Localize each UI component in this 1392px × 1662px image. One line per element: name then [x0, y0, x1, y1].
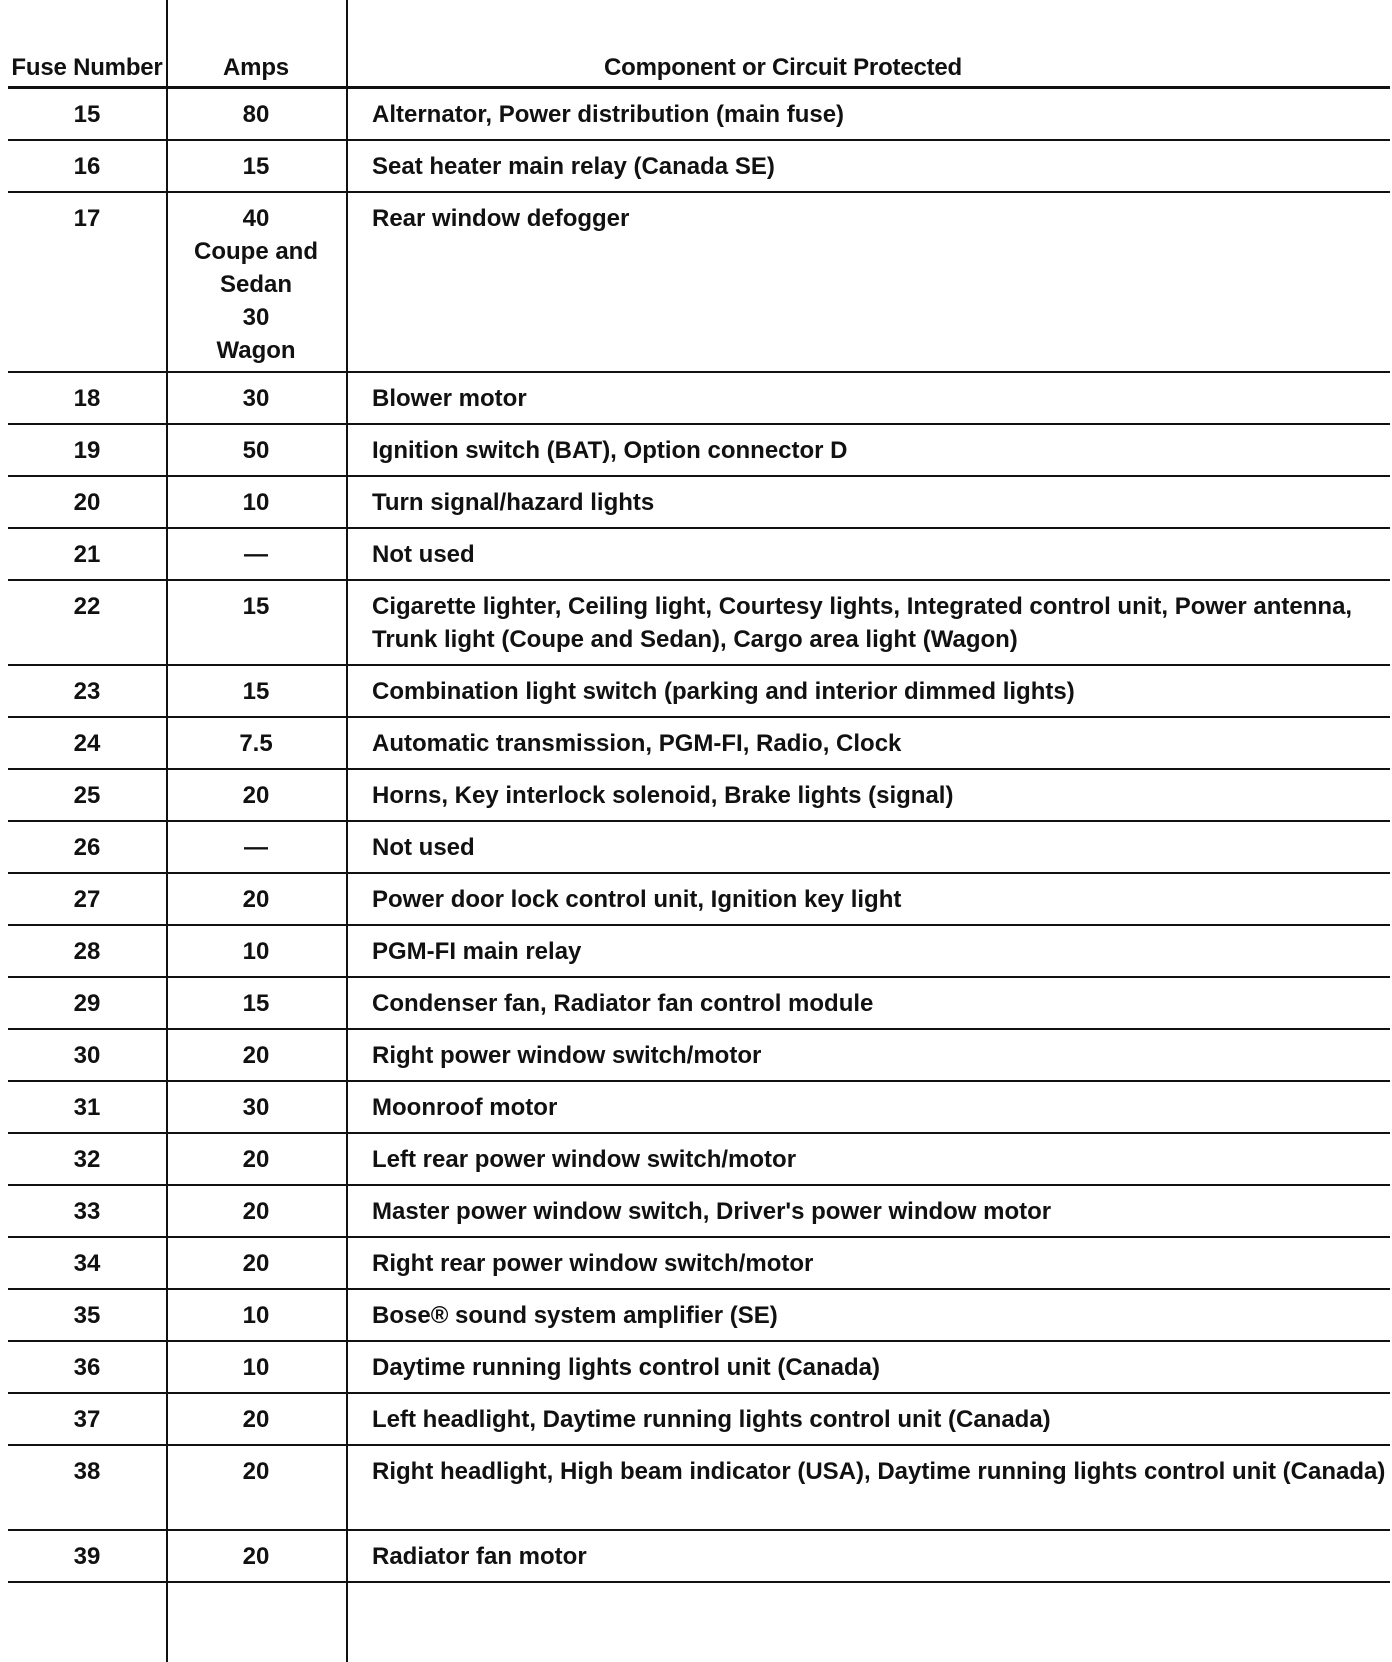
amps-value: 80 — [242, 101, 270, 128]
component-cell: Not used — [346, 821, 1390, 873]
amps-value: 20 — [242, 1146, 270, 1173]
amps-cell — [166, 873, 346, 925]
fuse-number-cell: 20 — [8, 476, 166, 528]
fuse-table — [8, 0, 1390, 1636]
amps-value: 10 — [242, 489, 270, 516]
table-row — [8, 1530, 1390, 1582]
component-cell: Right rear power window switch/motor — [346, 1237, 1390, 1289]
amps-cell — [166, 977, 346, 1029]
header-row — [8, 0, 1390, 88]
amps-value: 40 — [242, 205, 270, 232]
component-cell: Automatic transmission, PGM-FI, Radio, Clock — [346, 717, 1390, 769]
empty-cell — [166, 1582, 346, 1636]
table-row — [8, 769, 1390, 821]
table-row — [8, 1237, 1390, 1289]
amps-cell — [166, 372, 346, 424]
amps-cell — [166, 1530, 346, 1582]
amps-value: 30 — [242, 304, 270, 331]
table-row — [8, 1133, 1390, 1185]
fuse-number-cell: 31 — [8, 1081, 166, 1133]
amps-value: 20 — [242, 1250, 270, 1277]
fuse-number-cell: 18 — [8, 372, 166, 424]
table-row — [8, 192, 1390, 372]
amps-cell — [166, 1133, 346, 1185]
table-row — [8, 665, 1390, 717]
amps-value: 15 — [242, 990, 270, 1017]
component-cell: Power door lock control unit, Ignition key light — [346, 873, 1390, 925]
fuse-number-cell: 34 — [8, 1237, 166, 1289]
component-cell: Master power window switch, Driver's power window motor — [346, 1185, 1390, 1237]
fuse-number-cell: 24 — [8, 717, 166, 769]
amps-cell — [166, 1393, 346, 1445]
component-cell: Left headlight, Daytime running lights control unit (Canada) — [346, 1393, 1390, 1445]
table-row — [8, 528, 1390, 580]
fuse-number-cell: 15 — [8, 88, 166, 141]
component-cell: PGM-FI main relay — [346, 925, 1390, 977]
amps-cell — [166, 528, 346, 580]
amps-value: 20 — [242, 1458, 270, 1485]
amps-cell — [166, 424, 346, 476]
table-row — [8, 88, 1390, 141]
component-cell: Right headlight, High beam indicator (USA), Daytime running lights control unit (Canada) — [346, 1445, 1390, 1530]
amps-value: 20 — [242, 782, 270, 809]
fuse-number-cell: 33 — [8, 1185, 166, 1237]
amps-value: 50 — [242, 437, 270, 464]
component-cell: Combination light switch (parking and interior dimmed lights) — [346, 665, 1390, 717]
fuse-number-cell: 21 — [8, 528, 166, 580]
table-row — [8, 925, 1390, 977]
component-cell: Daytime running lights control unit (Canada) — [346, 1341, 1390, 1393]
table-row — [8, 873, 1390, 925]
amps-value: 15 — [242, 153, 270, 180]
table-row — [8, 140, 1390, 192]
amps-value: 7.5 — [239, 730, 273, 757]
fuse-number-cell: 26 — [8, 821, 166, 873]
fuse-number-cell: 39 — [8, 1530, 166, 1582]
table-row — [8, 1341, 1390, 1393]
component-cell: Right power window switch/motor — [346, 1029, 1390, 1081]
amps-value: 10 — [242, 1354, 270, 1381]
component-cell: Alternator, Power distribution (main fuse) — [346, 88, 1390, 141]
fuse-table-body — [8, 88, 1390, 1637]
component-cell: Turn signal/hazard lights — [346, 476, 1390, 528]
component-cell: Left rear power window switch/motor — [346, 1133, 1390, 1185]
amps-cell — [166, 717, 346, 769]
amps-cell — [166, 140, 346, 192]
amps-value: 30 — [242, 385, 270, 412]
table-row — [8, 424, 1390, 476]
amps-cell — [166, 192, 346, 372]
component-cell: Bose® sound system amplifier (SE) — [346, 1289, 1390, 1341]
fuse-number-cell: 32 — [8, 1133, 166, 1185]
amps-cell — [166, 1289, 346, 1341]
component-cell: Rear window defogger — [346, 192, 1390, 372]
amps-value: 15 — [242, 593, 270, 620]
component-cell: Not used — [346, 528, 1390, 580]
table-row — [8, 821, 1390, 873]
fuse-number-cell: 38 — [8, 1445, 166, 1530]
table-row — [8, 717, 1390, 769]
component-header: Component or Circuit Protected — [346, 0, 1390, 88]
amps-cell — [166, 925, 346, 977]
fuse-number-cell: 16 — [8, 140, 166, 192]
amps-header: Amps — [166, 0, 346, 88]
amps-value: 20 — [242, 1406, 270, 1433]
empty-cell — [346, 1582, 1390, 1636]
component-cell: Radiator fan motor — [346, 1530, 1390, 1582]
fuse-number-cell: 27 — [8, 873, 166, 925]
amps-value: 20 — [242, 1543, 270, 1570]
table-row — [8, 977, 1390, 1029]
component-cell: Horns, Key interlock solenoid, Brake lights (signal) — [346, 769, 1390, 821]
amps-cell — [166, 821, 346, 873]
amps-cell — [166, 1445, 346, 1530]
amps-cell — [166, 1185, 346, 1237]
amps-value: — — [244, 541, 268, 568]
amps-value: Sedan — [219, 271, 293, 298]
table-row — [8, 1029, 1390, 1081]
component-cell: Ignition switch (BAT), Option connector D — [346, 424, 1390, 476]
amps-value: Coupe and — [194, 238, 318, 265]
amps-cell — [166, 665, 346, 717]
amps-cell — [166, 1029, 346, 1081]
amps-value: 15 — [242, 678, 270, 705]
component-cell: Condenser fan, Radiator fan control module — [346, 977, 1390, 1029]
table-row — [8, 1393, 1390, 1445]
fuse-number-cell: 29 — [8, 977, 166, 1029]
amps-value: Wagon — [216, 337, 296, 364]
fuse-number-cell: 37 — [8, 1393, 166, 1445]
fuse-number-cell: 17 — [8, 192, 166, 372]
amps-cell — [166, 476, 346, 528]
amps-cell — [166, 1237, 346, 1289]
table-row — [8, 1289, 1390, 1341]
fuse-number-cell: 36 — [8, 1341, 166, 1393]
amps-value: 20 — [242, 1198, 270, 1225]
component-cell: Moonroof motor — [346, 1081, 1390, 1133]
amps-cell — [166, 580, 346, 665]
amps-value: — — [244, 834, 268, 861]
component-cell: Cigarette lighter, Ceiling light, Courtesy lights, Integrated control unit, Power antenna, Trunk light (Coupe and Sedan), Cargo area light (Wagon) — [346, 580, 1390, 665]
fuse-number-cell: 23 — [8, 665, 166, 717]
table-row — [8, 476, 1390, 528]
amps-value: 10 — [242, 1302, 270, 1329]
table-row — [8, 1185, 1390, 1237]
component-cell: Blower motor — [346, 372, 1390, 424]
table-row — [8, 580, 1390, 665]
amps-cell — [166, 1081, 346, 1133]
fuse-number-cell: 25 — [8, 769, 166, 821]
component-cell: Seat heater main relay (Canada SE) — [346, 140, 1390, 192]
fuse-number-cell: 30 — [8, 1029, 166, 1081]
empty-cell — [8, 1582, 166, 1636]
table-row — [8, 1445, 1390, 1530]
amps-value: 20 — [242, 1042, 270, 1069]
amps-cell — [166, 1341, 346, 1393]
table-row — [8, 1081, 1390, 1133]
fuse-number-cell: 28 — [8, 925, 166, 977]
amps-value: 10 — [242, 938, 270, 965]
fuse-number-cell: 22 — [8, 580, 166, 665]
amps-value: 30 — [242, 1094, 270, 1121]
table-row — [8, 372, 1390, 424]
fuse-number-cell: 19 — [8, 424, 166, 476]
fuse-number-cell: 35 — [8, 1289, 166, 1341]
empty-row — [8, 1582, 1390, 1636]
fuse-number-header: Fuse Number — [8, 0, 166, 88]
amps-cell — [166, 769, 346, 821]
amps-cell — [166, 88, 346, 141]
amps-value: 20 — [242, 886, 270, 913]
